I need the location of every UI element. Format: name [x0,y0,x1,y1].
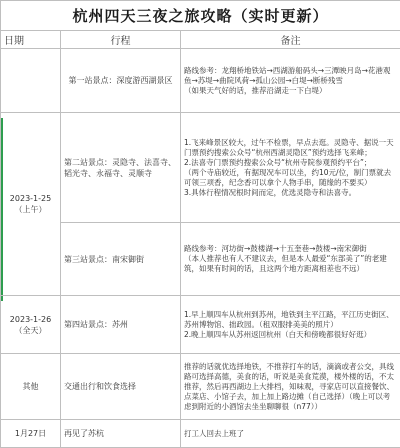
page-title: 杭州四天三夜之旅攻略（实时更新） [1,1,400,31]
note-line: 2.法喜寺门票预约搜索公众号“杭州寺院参观预约平台”； [184,157,372,167]
table-row [1,113,400,223]
date-cell: 2023-1-25 （上午） [1,113,61,296]
route-cell: 第三站景点：南宋御街 [61,223,181,296]
note-line: 1.飞来峰景区较大，过午不检票，早点去逛。灵隐寺、据说一天门票预约搜索公众号“杭州西湖灵隐区”预约选择飞来峰； [184,137,394,157]
note-cell [181,354,400,420]
date-cell: 2023-1-26 （全天） [1,296,61,354]
note-line: （两个寺庙较近，有据现况车可以坐，约10元/位，制门票就去可领三项香，纪念香可以拿个人物手串，随缘的不要买） [184,167,392,187]
table-row [1,296,400,354]
date-cell: 其他 [1,354,61,420]
note-line: （本人推荐也有人不建议去，但是本人最爱“东部美了”的老建筑，如果有时间的话，且这两个地方距离相差也不远） [184,254,387,273]
note-line: 路线参考：河坊街→鼓楼湖→十五奎巷→鼓楼→南宋御街 [184,244,367,253]
note-cell: 打工人回去上班了 [181,420,400,448]
table-row [1,420,400,448]
route-cell: 第二站景点：灵隐寺、法喜寺、韬光寺、永福寺、灵顺寺 [61,113,181,223]
note-line: 1.早上顺四车从杭州到苏州，地铁到主平江路，平江历史街区、苏州博物馆、拙政园。（租双服排美美的照片） [184,309,394,329]
note-line: 路线参考：龙翔桥地铁站→西湖游船码头→三潭映月岛→花港观鱼→苏堤→曲院风荷→孤山公园→白堤→断桥残雪 [184,65,391,85]
note-line: 2.晚上顺四车从苏州返回杭州（白天和傍晚都很好好逛） [184,329,372,339]
note-line: 推荐的话就优选择地铁，不推荐打车的话，滴滴或者公交，具线路可选择高德，美食的话，听说是美食荒漠，楼外楼的话，不太推荐，然后再西湖边上大排档，知味观，寻家店可以直接餐饮、点菜店、小馆子去，加上加上路边摊（自己选择）（晚上可以考虑到附近的小酒馆去坐坐聊聊很（n77）） [184,361,394,411]
note-cell [181,223,400,296]
table-row [1,223,400,296]
note-cell [181,296,400,354]
table-row [1,354,400,420]
header-route: 行程 [61,31,181,49]
note-line: （如果天气好的话，推荐沿湖走一下白堤） [184,85,327,95]
route-cell: 第一站景点：深度游西湖景区 [61,49,181,113]
note-line: 3.具体行程情况根时间而定，优选灵隐寺和法喜寺。 [184,187,357,197]
note-cell [181,113,400,223]
date-cell: 1月27日 [1,420,61,448]
header-note: 备注 [181,31,400,49]
note-cell [181,49,400,113]
route-cell: 交通出行和饮食选择 [61,354,181,420]
date-cell [1,49,61,113]
route-cell: 再见了苏杭 [61,420,181,448]
table-row [1,49,400,113]
route-cell: 第四站景点：苏州 [61,296,181,354]
header-row [1,31,400,49]
header-date: 日期 [1,31,61,49]
